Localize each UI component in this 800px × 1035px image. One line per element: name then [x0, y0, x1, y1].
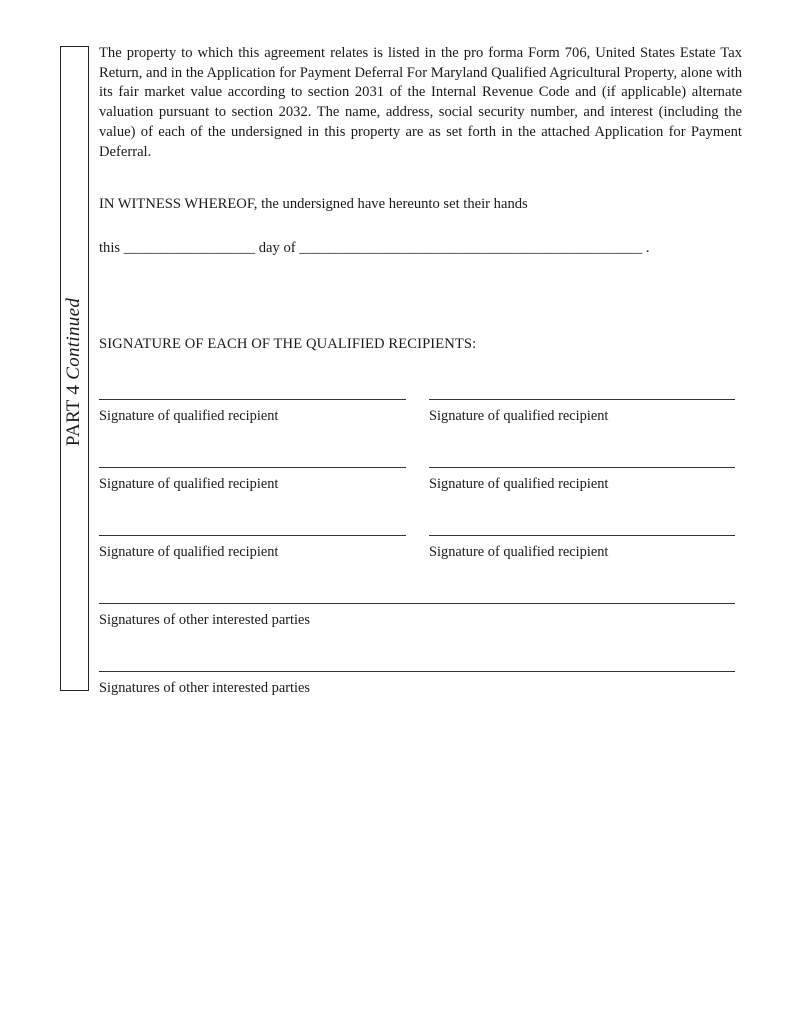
signature-block-r3-left[interactable] — [99, 535, 406, 561]
this-label: this — [99, 240, 121, 256]
day-blank[interactable]: __________________ — [123, 240, 256, 256]
signature-caption: Signature of qualified recipient — [429, 544, 609, 560]
day-of-label: day of — [258, 240, 296, 256]
signature-block-other-1[interactable] — [99, 603, 735, 629]
signature-line[interactable] — [99, 399, 406, 400]
signature-line[interactable] — [99, 535, 406, 536]
date-period: . — [645, 240, 650, 256]
signature-caption: Signature of qualified recipient — [99, 544, 279, 560]
signature-block-r1-right[interactable] — [429, 399, 735, 425]
part-4-continued-label — [63, 222, 85, 522]
continued-text: Continued — [63, 297, 84, 380]
signature-line[interactable] — [99, 467, 406, 468]
signature-block-r3-right[interactable] — [429, 535, 735, 561]
agreement-paragraph: The property to which this agreement relates is listed in the pro forma Form 706, United States Estate Tax Return, and in the Application for Payment Deferral For Maryland Qualified Agricultural Property, alone with its fair market value according to section 2031 of the Internal Revenue Code and (if applicable) alternate valuation pursuant to section 2032. The name, address, social security number, and interest (including the value) of each of the undersigned in this property are as set forth in the attached Application for Payment Deferral. — [99, 45, 742, 160]
part-number: PART 4 — [63, 384, 84, 447]
signature-heading: SIGNATURE OF EACH OF THE QUALIFIED RECIPIENTS: — [99, 336, 477, 352]
signature-block-r2-left[interactable] — [99, 467, 406, 493]
signature-block-r2-right[interactable] — [429, 467, 735, 493]
signature-caption: Signature of qualified recipient — [429, 408, 609, 424]
signature-line[interactable] — [99, 603, 735, 604]
signature-caption: Signatures of other interested parties — [99, 680, 310, 696]
signature-caption: Signatures of other interested parties — [99, 612, 310, 628]
signature-line[interactable] — [429, 399, 735, 400]
signature-line[interactable] — [429, 535, 735, 536]
signature-block-other-2[interactable] — [99, 671, 735, 697]
signature-caption: Signature of qualified recipient — [429, 476, 609, 492]
month-year-blank[interactable]: _______________________________________________ — [299, 240, 643, 256]
signature-line[interactable] — [429, 467, 735, 468]
date-line — [99, 240, 742, 257]
signature-caption: Signature of qualified recipient — [99, 476, 279, 492]
signature-block-r1-left[interactable] — [99, 399, 406, 425]
signature-caption: Signature of qualified recipient — [99, 408, 279, 424]
witness-statement: IN WITNESS WHEREOF, the undersigned have hereunto set their hands — [99, 196, 528, 212]
signature-line[interactable] — [99, 671, 735, 672]
